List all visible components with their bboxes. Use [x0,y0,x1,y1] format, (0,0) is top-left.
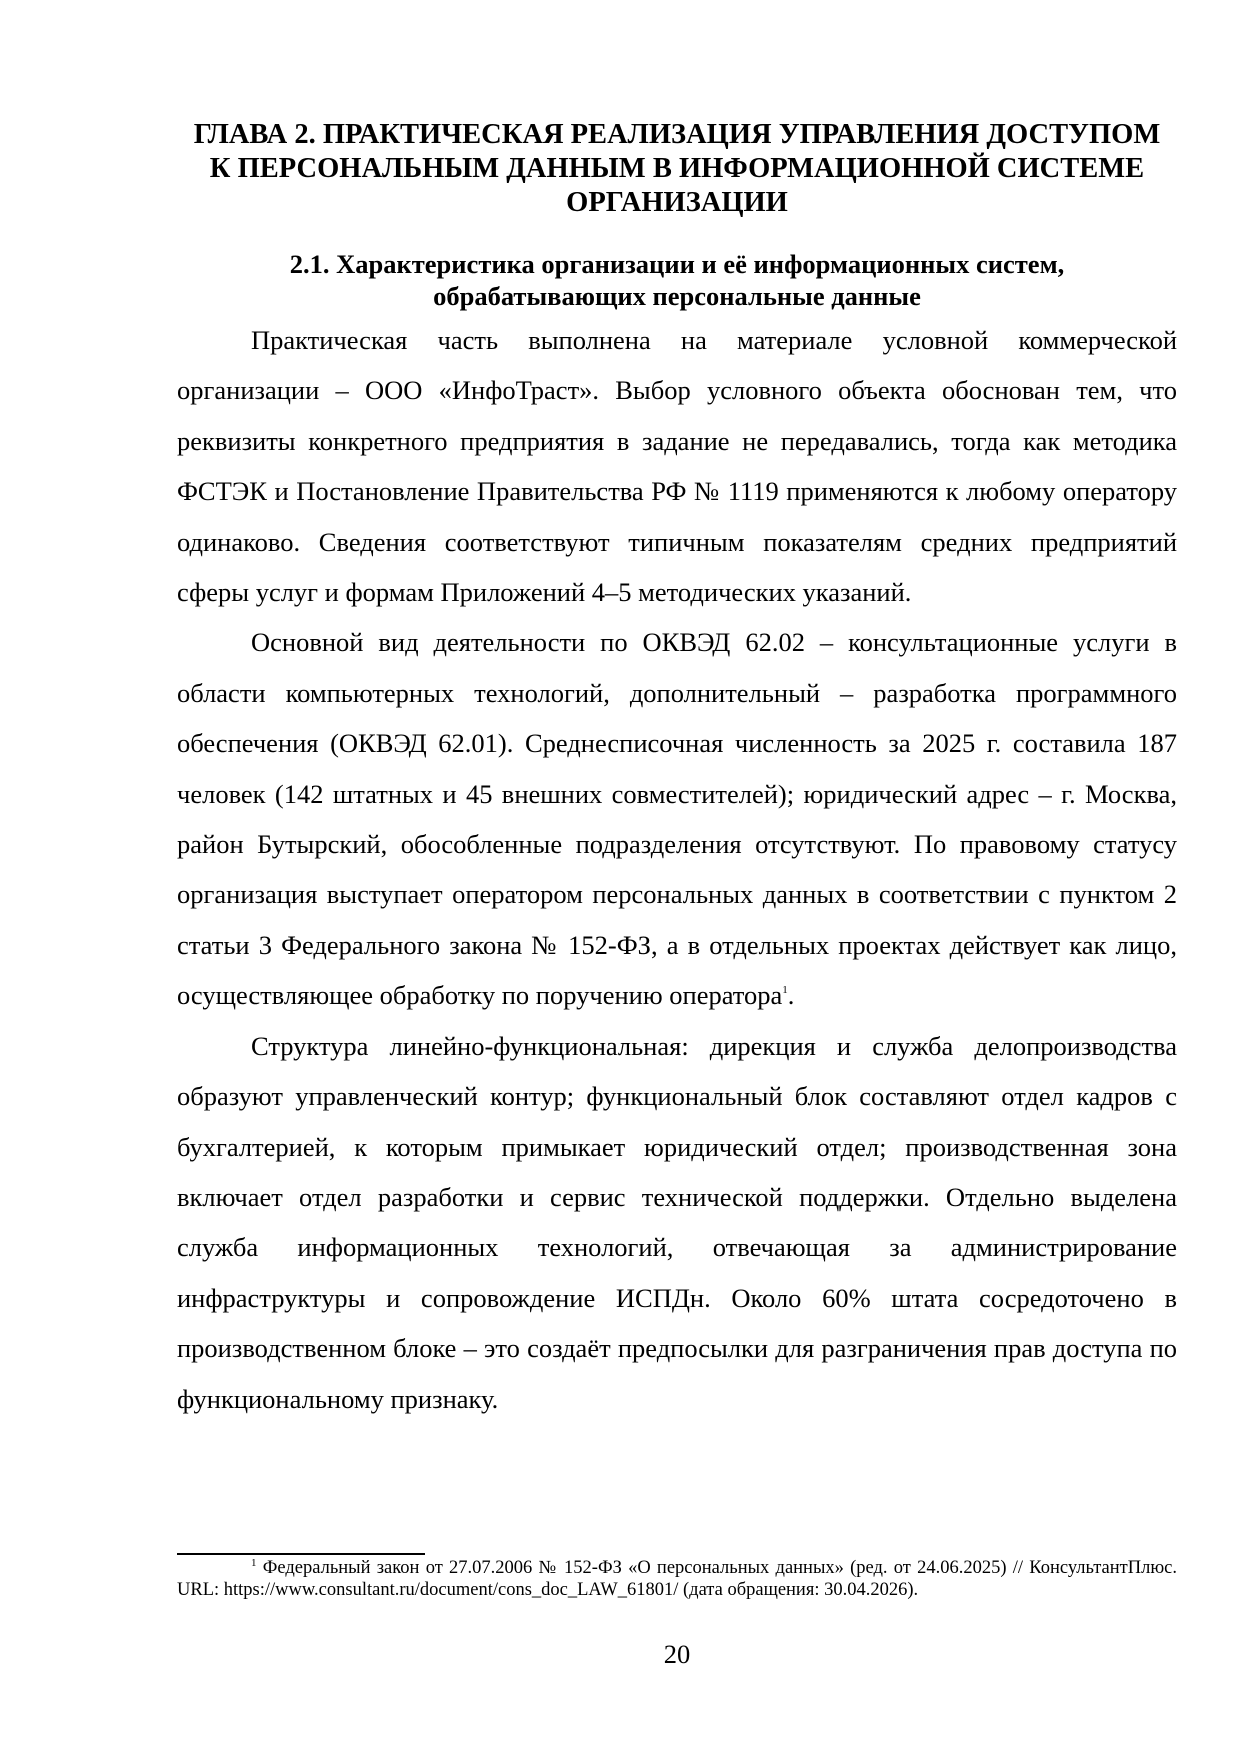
chapter-title [172,118,1182,220]
paragraph-2 [177,617,1177,1020]
paragraph-3: Структура линейно-функциональная: дирекция и служба делопроизводства образуют управленческий контур; функциональный блок составляют отдел кадров с бухгалтерией, к которым примыкает юридический отдел; производственная зона включает отдел разработки и сервис технической поддержки. Отдельно выделена служба информационных технологий, отвечающая за администрирование инфраструктуры и сопровождение ИСПДн. Около 60% штата сосредоточено в производственном блоке – это создаёт предпосылки для разграничения прав доступа по функциональному признаку. [177,1030,1177,1414]
section-title-line-2: обрабатывающих персональные данные [433,281,921,311]
body-text [177,315,1177,1424]
footnote [177,1557,1177,1601]
footnote-marker: 1 [251,1557,257,1569]
chapter-title-line-2: К ПЕРСОНАЛЬНЫМ ДАННЫМ В ИНФОРМАЦИОННОЙ СИСТЕМЕ [209,153,1145,184]
chapter-title-line-1: ГЛАВА 2. ПРАКТИЧЕСКАЯ РЕАЛИЗАЦИЯ УПРАВЛЕНИЯ ДОСТУПОМ [193,119,1161,150]
footnote-text: Федеральный закон от 27.07.2006 № 152-ФЗ «О персональных данных» (ред. от 24.06.2025) // КонсультантПлюс. URL: https://www.consultant.ru/document/cons_doc_LAW_61801/ (дата обращения: 30.04.2026). [177,1558,1178,1600]
footnote-separator [177,1553,425,1555]
chapter-title-line-3: ОРГАНИЗАЦИИ [566,187,788,218]
section-title [172,248,1182,312]
paragraph-1: Практическая часть выполнена на материале условной коммерческой организации – ООО «ИнфоТраст». Выбор условного объекта обоснован тем, что реквизиты конкретного предприятия в задание не передавались, тогда как методика ФСТЭК и Постановление Правительства РФ № 1119 применяются к любому оператору одинаково. Сведения соответствуют типичным показателям средних предприятий сферы услуг и формам Приложений 4–5 методических указаний. [177,325,1177,608]
paragraph-2-end: . [787,980,795,1011]
page-number: 20 [663,1639,691,1669]
section-title-line-1: 2.1. Характеристика организации и её информационных систем, [289,249,1065,279]
footnote-reference[interactable]: 1 [782,984,788,997]
paragraph-2-text: Основной вид деятельности по ОКВЭД 62.02 – консультационные услуги в области компьютерных технологий, дополнительный – разработка программного обеспечения (ОКВЭД 62.01). Среднесписочная численность за 2025 г. составила 187 человек (142 штатных и 45 внешних совместителей); юридический адрес – г. Москва, район Бутырский, обособленные подразделения отсутствуют. По правовому статусу организация выступает оператором персональных данных в соответствии с пунктом 2 статьи 3 Федерального закона № 152-ФЗ, а в отдельных проектах действует как лицо, осуществляющее обработку по поручению оператора [177,627,1177,1011]
